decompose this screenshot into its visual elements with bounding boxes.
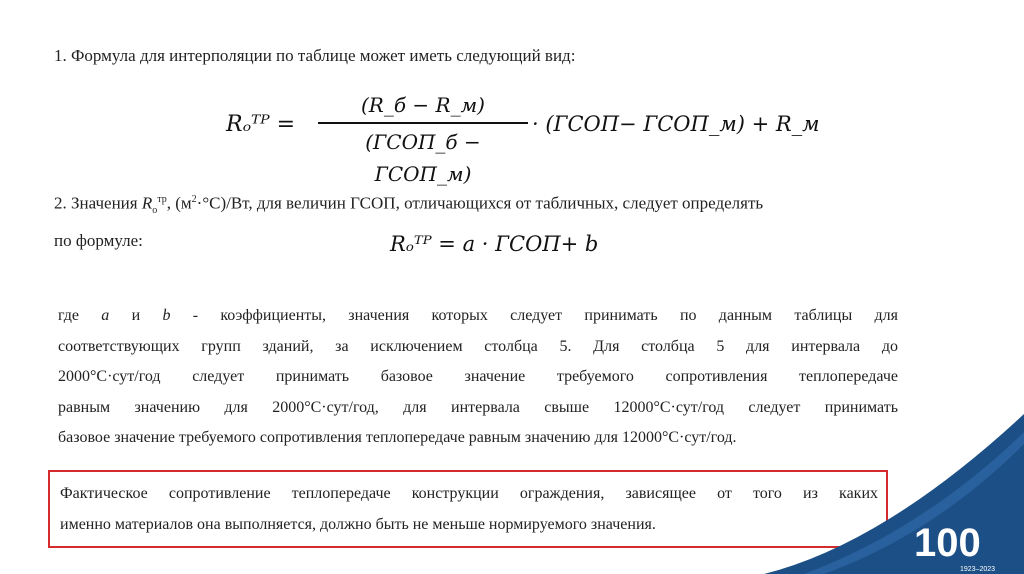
values-text: ·°С)/Вт, для величин ГСОП, отличающихся от табличных, следует определять: [196, 193, 764, 213]
interpolation-formula: [226, 90, 826, 186]
highlight-box: [48, 470, 888, 548]
linear-formula: Rₒᵀᴾ = a · ГСОП+ b: [390, 232, 599, 256]
values-prefix: 2. Значения: [54, 193, 142, 213]
logo-number: 100: [914, 521, 981, 565]
coefficients-line: равным значению для 2000°С·сут/год, для интервала свыше 12000°С·сут/год следует принимать: [58, 398, 898, 416]
text-fragment: где: [58, 307, 102, 324]
highlight-line: именно материалов она выполняется, должно быть не меньше нормируемого значения.: [60, 516, 656, 533]
unit-superscript: 2: [191, 194, 197, 205]
formula-rhs: · (ГСОП− ГСОП_м) + R_м: [532, 112, 820, 136]
symbol-subscript: о: [152, 205, 158, 217]
text-fragment: - коэффициенты, значения которых следует принимать по данным таблицы для: [170, 307, 898, 324]
symbol-r: R: [141, 193, 153, 213]
highlight-text: [60, 478, 878, 540]
values-line2: по формуле:: [54, 231, 143, 251]
highlight-line: Фактическое сопротивление теплопередаче конструкции ограждения, зависящее от того из каких: [60, 485, 878, 502]
logo-years: 1923–2023: [960, 566, 996, 573]
coef-a: a: [101, 307, 110, 324]
coefficients-line: [58, 301, 898, 332]
anniversary-logo: [764, 414, 1024, 574]
coef-b: b: [162, 307, 171, 324]
formula-lhs: Rₒᵀᴾ =: [226, 112, 296, 137]
fraction-bar: [318, 122, 528, 124]
formula-denominator: (ГСОП_б − ГСОП_м): [365, 129, 481, 186]
unit-prefix: , (м: [166, 193, 192, 213]
corner-wave: [764, 414, 1024, 574]
formula-numerator: (R_б − R_м): [361, 93, 485, 117]
symbol-superscript: тр: [157, 194, 167, 205]
coefficients-line: 2000°С·сут/год следует принимать базовое значение требуемого сопротивления теплопередаче: [58, 368, 898, 385]
text-fragment: и: [109, 307, 163, 324]
coefficients-line: соответствующих групп зданий, за исключением столбца 5. Для столбца 5 для интервала до: [58, 337, 898, 355]
intro-paragraph: 1. Формула для интерполяции по таблице может иметь следующий вид:: [54, 46, 576, 65]
formula-fraction: [318, 90, 528, 186]
coefficients-line: базовое значение требуемого сопротивления теплопередаче равным значению для 12000°С·сут/год.: [58, 429, 737, 446]
